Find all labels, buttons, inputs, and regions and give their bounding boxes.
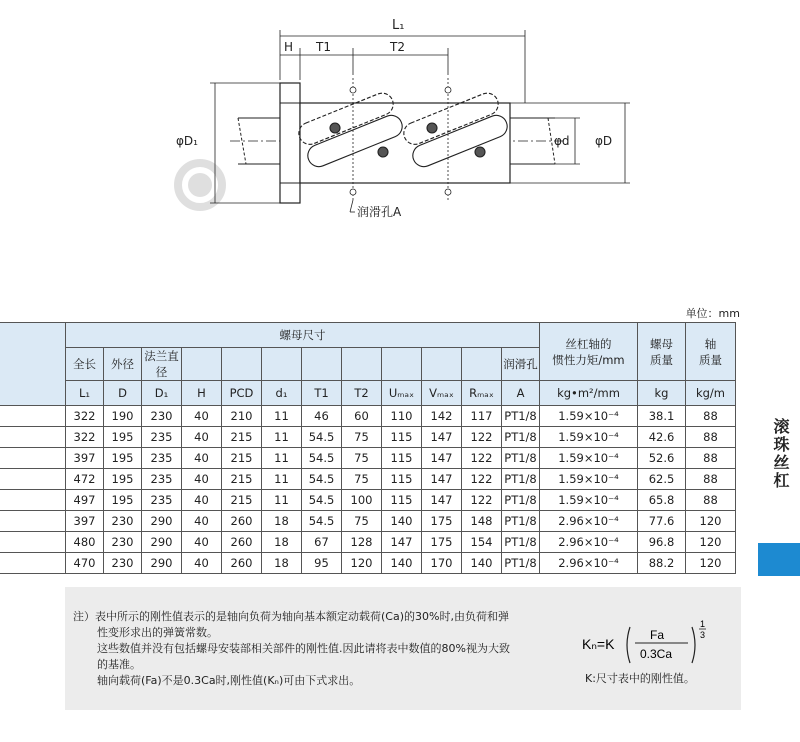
- table-cell: 11: [262, 490, 302, 511]
- col-symbol-4: PCD: [222, 381, 262, 406]
- table-cell: 122: [462, 448, 502, 469]
- table-cell: PT1/8: [502, 406, 540, 427]
- table-cell: 40: [182, 490, 222, 511]
- table-cell: 215: [222, 427, 262, 448]
- table-cell: 170: [422, 553, 462, 574]
- lube-hole-label: 润滑孔A: [357, 205, 402, 219]
- col-name-3: [182, 348, 222, 381]
- table-cell: 290: [142, 511, 182, 532]
- table-cell: 54.5: [302, 427, 342, 448]
- col-name-5: [262, 348, 302, 381]
- table-cell: 11: [262, 448, 302, 469]
- col-symbol-7: T2: [342, 381, 382, 406]
- table-cell: 2.96×10⁻⁴: [540, 511, 638, 532]
- table-cell: 54.5: [302, 448, 342, 469]
- table-cell: 140: [382, 511, 422, 532]
- table-cell: 54.5: [302, 511, 342, 532]
- table-cell: 54.5: [302, 490, 342, 511]
- table-cell: 235: [142, 490, 182, 511]
- dim-L1: L₁: [392, 18, 405, 33]
- table-cell: 115: [382, 448, 422, 469]
- nut-flange: [280, 83, 300, 203]
- table-cell: 2.96×10⁻⁴: [540, 553, 638, 574]
- col-name-4: [222, 348, 262, 381]
- unit-label: 单位：mm: [685, 307, 740, 320]
- table-cell: 128: [342, 532, 382, 553]
- dim-d: φd: [554, 134, 570, 148]
- table-cell: 2.96×10⁻⁴: [540, 532, 638, 553]
- col-name-1: 外径: [104, 348, 142, 381]
- table-cell: 77.6: [638, 511, 686, 532]
- dim-D: φD: [595, 134, 613, 148]
- nut-dim-header: 螺母尺寸: [66, 323, 540, 348]
- side-accent-bar: [758, 543, 800, 576]
- note-line-5: 轴向载荷(Fa)不是0.3Ca时,刚性值(Kₙ)可由下式求出。: [97, 674, 361, 687]
- table-cell: 115: [382, 490, 422, 511]
- table-cell: 1.59×10⁻⁴: [540, 427, 638, 448]
- col-name-9: [422, 348, 462, 381]
- table-cell: PT1/8: [502, 490, 540, 511]
- table-cell: 154: [462, 532, 502, 553]
- table-cell: 147: [422, 427, 462, 448]
- table-cell: PT1/8: [502, 553, 540, 574]
- table-cell: 18: [262, 511, 302, 532]
- table-cell: 235: [142, 469, 182, 490]
- inertia-unit: kg•m²/mm: [540, 381, 638, 406]
- table-cell: PT1/8: [502, 469, 540, 490]
- table-cell: 235: [142, 427, 182, 448]
- col-symbol-1: D: [104, 381, 142, 406]
- table-cell: 88.2: [638, 553, 686, 574]
- table-cell: 230: [104, 553, 142, 574]
- table-cell: 215: [222, 469, 262, 490]
- col-symbol-6: T1: [302, 381, 342, 406]
- col-name-2: 法兰直径: [142, 348, 182, 381]
- table-cell: 75: [342, 511, 382, 532]
- table-cell: 18: [262, 532, 302, 553]
- table-row: [0, 511, 736, 532]
- table-cell: 52.6: [638, 448, 686, 469]
- table-cell: 1.59×10⁻⁴: [540, 490, 638, 511]
- table-cell: 42.6: [638, 427, 686, 448]
- note-line-3: 这些数值并没有包括螺母安装部相关部件的刚性值.因此请将表中数值的80%视为大致: [97, 642, 510, 655]
- table-cell: 65.8: [638, 490, 686, 511]
- note-line-4: 的基准。: [97, 658, 141, 671]
- note-line-2: 性变形求出的弹簧常数。: [97, 626, 218, 639]
- table-cell: 147: [422, 469, 462, 490]
- table-row: [0, 427, 736, 448]
- table-cell: 1.59×10⁻⁴: [540, 448, 638, 469]
- table-cell: 110: [382, 406, 422, 427]
- table-cell: 147: [422, 490, 462, 511]
- dim-T1: T1: [316, 40, 331, 54]
- table-cell: 210: [222, 406, 262, 427]
- table-cell: 11: [262, 427, 302, 448]
- table-cell: PT1/8: [502, 532, 540, 553]
- note-line-1: 注）表中所示的刚性值表示的是轴向负荷为轴向基本额定动载荷(Ca)的30%时,由负荷和弹: [73, 610, 509, 623]
- left-blank-header: [0, 323, 66, 406]
- col-symbol-10: Rₘₐₓ: [462, 381, 502, 406]
- table-cell: 147: [422, 448, 462, 469]
- table-cell: 290: [142, 532, 182, 553]
- table-cell: 142: [422, 406, 462, 427]
- table-cell: 88: [686, 427, 736, 448]
- col-name-0: 全长: [66, 348, 104, 381]
- table-cell: 215: [222, 490, 262, 511]
- dim-T2: T2: [390, 40, 405, 54]
- svg-text:1: 1: [700, 619, 706, 629]
- table-cell: 95: [302, 553, 342, 574]
- shaft-mass-unit: kg/m: [686, 381, 736, 406]
- shaft-mass-header: 轴 质量: [686, 323, 736, 381]
- table-cell: 235: [142, 448, 182, 469]
- table-cell: 497: [66, 490, 104, 511]
- table-cell: 1.59×10⁻⁴: [540, 406, 638, 427]
- table-cell: 120: [686, 511, 736, 532]
- col-name-7: [342, 348, 382, 381]
- table-cell: 322: [66, 406, 104, 427]
- table-cell: 322: [66, 427, 104, 448]
- table-cell: 60: [342, 406, 382, 427]
- row-lead-cell: [0, 511, 66, 532]
- table-cell: 195: [104, 427, 142, 448]
- table-cell: 115: [382, 427, 422, 448]
- table-row: [0, 406, 736, 427]
- table-row: [0, 553, 736, 574]
- table-cell: 397: [66, 448, 104, 469]
- table-cell: 18: [262, 553, 302, 574]
- table-cell: 40: [182, 553, 222, 574]
- table-cell: 230: [104, 532, 142, 553]
- table-cell: 122: [462, 490, 502, 511]
- table-cell: 40: [182, 406, 222, 427]
- table-cell: 260: [222, 532, 262, 553]
- table-cell: PT1/8: [502, 427, 540, 448]
- row-lead-cell: [0, 427, 66, 448]
- col-name-10: [462, 348, 502, 381]
- col-symbol-0: L₁: [66, 381, 104, 406]
- table-cell: 88: [686, 448, 736, 469]
- table-cell: 122: [462, 427, 502, 448]
- table-cell: 472: [66, 469, 104, 490]
- table-cell: 1.59×10⁻⁴: [540, 469, 638, 490]
- table-cell: 122: [462, 469, 502, 490]
- table-cell: 62.5: [638, 469, 686, 490]
- table-cell: 120: [342, 553, 382, 574]
- col-symbol-8: Uₘₐₓ: [382, 381, 422, 406]
- table-cell: 260: [222, 511, 262, 532]
- ball-nut-drawing: [170, 10, 640, 230]
- table-cell: 230: [142, 406, 182, 427]
- table-cell: PT1/8: [502, 448, 540, 469]
- spec-table: [0, 322, 736, 574]
- table-cell: 140: [382, 553, 422, 574]
- table-cell: 230: [104, 511, 142, 532]
- table-cell: 75: [342, 427, 382, 448]
- table-cell: 148: [462, 511, 502, 532]
- table-row: [0, 469, 736, 490]
- table-cell: 195: [104, 490, 142, 511]
- side-title: 滚珠丝杠: [771, 418, 790, 490]
- col-name-6: [302, 348, 342, 381]
- row-lead-cell: [0, 490, 66, 511]
- table-cell: 140: [462, 553, 502, 574]
- table-cell: 54.5: [302, 469, 342, 490]
- table-cell: 40: [182, 469, 222, 490]
- table-cell: 290: [142, 553, 182, 574]
- nut-mass-unit: kg: [638, 381, 686, 406]
- table-cell: 147: [382, 532, 422, 553]
- table-row: [0, 532, 736, 553]
- row-lead-cell: [0, 406, 66, 427]
- svg-text:3: 3: [700, 630, 706, 640]
- table-cell: 115: [382, 469, 422, 490]
- svg-text:Fa: Fa: [650, 628, 665, 642]
- table-cell: 40: [182, 427, 222, 448]
- table-cell: 38.1: [638, 406, 686, 427]
- table-cell: 195: [104, 448, 142, 469]
- table-cell: 67: [302, 532, 342, 553]
- svg-text:0.3Ca: 0.3Ca: [640, 647, 673, 661]
- table-cell: 11: [262, 469, 302, 490]
- table-cell: 96.8: [638, 532, 686, 553]
- nut-mass-header: 螺母 质量: [638, 323, 686, 381]
- col-symbol-5: d₁: [262, 381, 302, 406]
- table-cell: 175: [422, 511, 462, 532]
- table-row: [0, 448, 736, 469]
- dim-D1: φD₁: [176, 134, 198, 148]
- col-symbol-3: H: [182, 381, 222, 406]
- table-cell: 120: [686, 532, 736, 553]
- table-cell: 117: [462, 406, 502, 427]
- col-symbol-2: D₁: [142, 381, 182, 406]
- table-cell: 46: [302, 406, 342, 427]
- col-name-11: 润滑孔: [502, 348, 540, 381]
- table-cell: 100: [342, 490, 382, 511]
- table-cell: 88: [686, 469, 736, 490]
- table-cell: 190: [104, 406, 142, 427]
- row-lead-cell: [0, 532, 66, 553]
- table-cell: 75: [342, 448, 382, 469]
- table-cell: 397: [66, 511, 104, 532]
- inertia-header: 丝杠轴的 惯性力矩/mm: [540, 323, 638, 381]
- table-cell: 40: [182, 448, 222, 469]
- col-symbol-11: A: [502, 381, 540, 406]
- table-cell: 480: [66, 532, 104, 553]
- table-cell: 175: [422, 532, 462, 553]
- table-cell: PT1/8: [502, 511, 540, 532]
- k-definition: K:尺寸表中的刚性值。: [585, 672, 695, 685]
- table-cell: 40: [182, 511, 222, 532]
- table-cell: 75: [342, 469, 382, 490]
- table-cell: 470: [66, 553, 104, 574]
- stiffness-formula: [580, 615, 730, 665]
- table-cell: 260: [222, 553, 262, 574]
- col-symbol-9: Vₘₐₓ: [422, 381, 462, 406]
- table-cell: 11: [262, 406, 302, 427]
- table-row: [0, 490, 736, 511]
- svg-text:Kₙ=K: Kₙ=K: [582, 636, 615, 652]
- table-cell: 215: [222, 448, 262, 469]
- row-lead-cell: [0, 448, 66, 469]
- row-lead-cell: [0, 553, 66, 574]
- row-lead-cell: [0, 469, 66, 490]
- notes-box: [65, 587, 741, 710]
- col-name-8: [382, 348, 422, 381]
- table-cell: 40: [182, 532, 222, 553]
- table-cell: 120: [686, 553, 736, 574]
- table-cell: 88: [686, 490, 736, 511]
- table-cell: 88: [686, 406, 736, 427]
- dim-H: H: [284, 40, 294, 54]
- table-cell: 195: [104, 469, 142, 490]
